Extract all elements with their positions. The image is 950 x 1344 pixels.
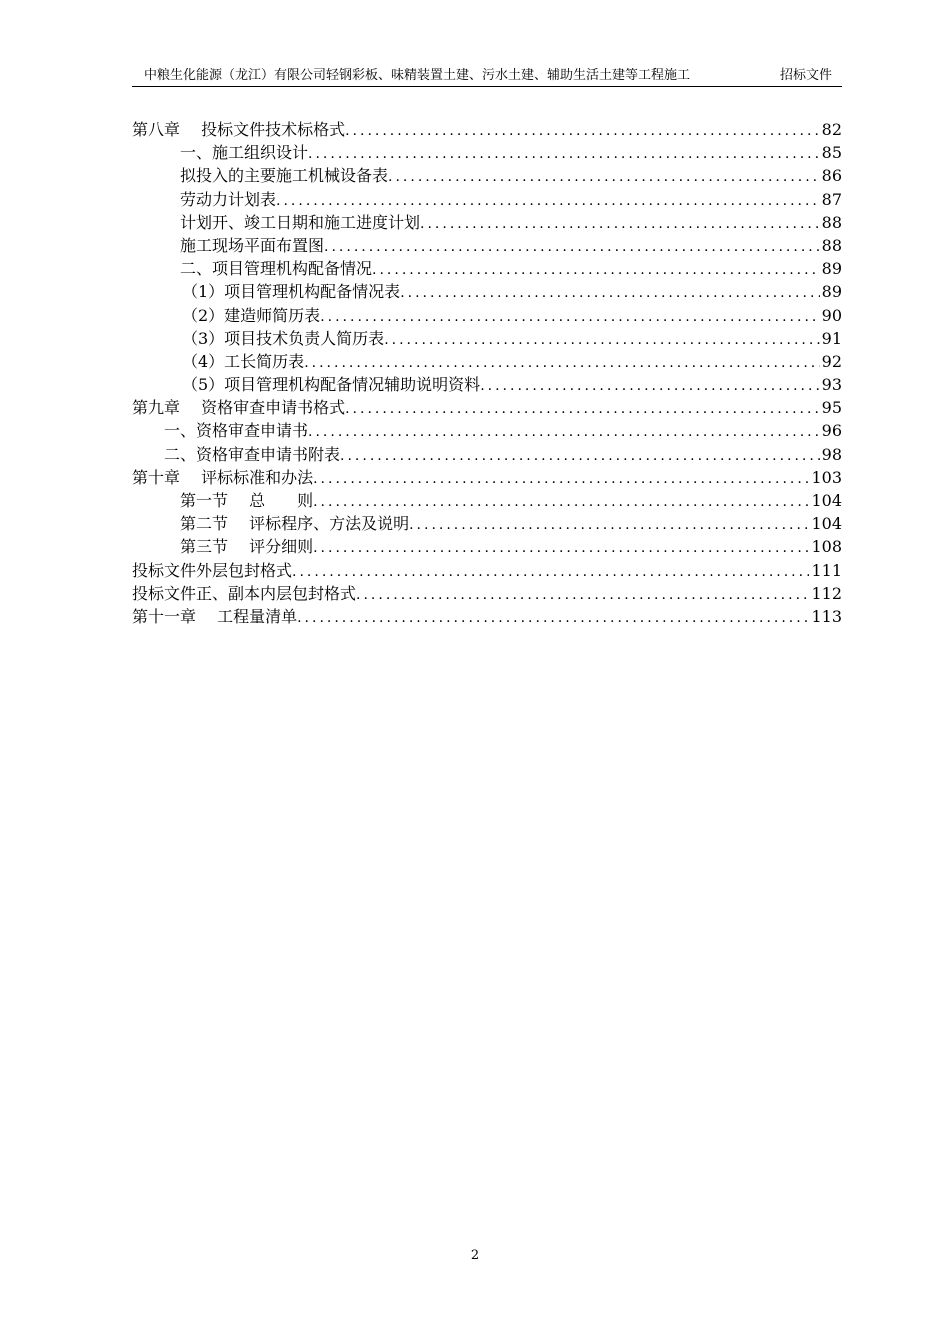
toc-entry-label: 投标文件正、副本内层包封格式: [132, 583, 357, 603]
toc-entry-chapter-8[interactable]: [132, 118, 842, 141]
toc-entry-label: 一、资格审查申请书: [164, 421, 309, 441]
toc-dot-leader: [384, 329, 819, 352]
toc-entry-label: 二、资格审查申请书附表: [164, 444, 341, 464]
toc-dot-leader: [308, 143, 820, 166]
toc-entry-label: 第十章 评标标准和办法: [132, 467, 314, 487]
toc-entry-outer-envelope[interactable]: [132, 559, 842, 582]
toc-entry-qualification-attachments[interactable]: [132, 443, 842, 466]
toc-entry-label: 第八章 投标文件技术标格式: [132, 120, 346, 139]
toc-entry-page: 111: [811, 560, 842, 580]
toc-entry-page: 108: [811, 537, 842, 557]
toc-entry-staffing-table[interactable]: [132, 280, 842, 303]
toc-entry-page: 95: [821, 398, 842, 418]
toc-entry-site-layout[interactable]: [132, 234, 842, 257]
toc-entry-label: 第三节 评分细则: [180, 537, 314, 557]
toc-entry-label: （3）项目技术负责人简历表: [182, 328, 385, 348]
toc-dot-leader: [345, 398, 820, 421]
toc-dot-leader: [313, 537, 809, 560]
toc-entry-label: 第十一章 工程量清单: [132, 606, 298, 626]
toc-entry-label: 劳动力计划表: [180, 189, 277, 209]
toc-entry-section-1[interactable]: [132, 489, 842, 512]
page-number: 2: [470, 1248, 480, 1263]
toc-entry-qualification-application[interactable]: [132, 419, 842, 442]
toc-entry-chapter-11[interactable]: [132, 605, 842, 628]
toc-dot-leader: [313, 468, 809, 491]
toc-dot-leader: [480, 375, 819, 398]
toc-entry-label: 投标文件外层包封格式: [132, 560, 293, 580]
toc-entry-label: 计划开、竣工日期和施工进度计划: [180, 212, 421, 232]
toc-entry-label: 一、施工组织设计: [180, 143, 309, 163]
toc-entry-page: 90: [821, 305, 842, 325]
toc-entry-label: （1）项目管理机构配备情况表: [182, 282, 401, 302]
toc-entry-label: （2）建造师简历表: [182, 305, 321, 325]
toc-entry-tech-lead-resume[interactable]: [132, 327, 842, 350]
toc-entry-builder-resume[interactable]: [132, 304, 842, 327]
toc-dot-leader: [356, 584, 809, 607]
table-of-contents: [132, 118, 842, 628]
toc-dot-leader: [320, 306, 819, 329]
toc-entry-page: 104: [811, 491, 842, 510]
toc-entry-page: 96: [821, 421, 842, 441]
toc-dot-leader: [297, 607, 809, 630]
toc-entry-page: 88: [821, 235, 842, 255]
toc-entry-section-3[interactable]: [132, 535, 842, 558]
toc-entry-label: 二、项目管理机构配备情况: [180, 259, 373, 279]
toc-entry-page: 85: [821, 143, 842, 163]
toc-entry-staffing-notes[interactable]: [132, 373, 842, 396]
toc-entry-labor-plan[interactable]: [132, 188, 842, 211]
toc-entry-page: 87: [821, 189, 842, 209]
toc-entry-page: 89: [821, 282, 842, 302]
toc-dot-leader: [324, 236, 820, 259]
header-title: 中粮生化能源（龙江）有限公司轻钢彩板、味精装置土建、污水土建、辅助生活土建等工程施工: [144, 68, 691, 83]
toc-entry-page: 113: [811, 606, 842, 626]
toc-entry-page: 103: [811, 467, 842, 487]
toc-entry-page: 92: [821, 351, 842, 371]
toc-entry-page: 86: [821, 166, 842, 186]
toc-entry-construction-design[interactable]: [132, 141, 842, 164]
toc-dot-leader: [400, 282, 819, 305]
toc-entry-label: 施工现场平面布置图: [180, 235, 325, 255]
toc-entry-inner-envelope[interactable]: [132, 582, 842, 605]
toc-dot-leader: [276, 190, 820, 213]
toc-entry-page: 93: [821, 375, 842, 395]
toc-dot-leader: [340, 445, 820, 468]
toc-entry-page: 88: [821, 212, 842, 232]
toc-entry-management-staffing[interactable]: [132, 257, 842, 280]
toc-dot-leader: [388, 166, 820, 189]
toc-dot-leader: [304, 352, 819, 375]
toc-dot-leader: [409, 514, 809, 537]
toc-dot-leader: [420, 213, 820, 236]
toc-entry-machinery-table[interactable]: [132, 164, 842, 187]
toc-dot-leader: [313, 491, 809, 514]
toc-entry-chapter-9[interactable]: [132, 396, 842, 419]
toc-entry-page: 104: [811, 514, 842, 534]
toc-entry-page: 89: [821, 259, 842, 279]
toc-entry-label: 第九章 资格审查申请书格式: [132, 398, 346, 418]
page-header: [132, 66, 842, 87]
toc-dot-leader: [345, 120, 820, 143]
toc-dot-leader: [308, 421, 820, 444]
toc-dot-leader: [372, 259, 820, 282]
toc-entry-page: 98: [821, 444, 842, 464]
header-doc-type: 招标文件: [779, 68, 832, 83]
toc-entry-schedule[interactable]: [132, 211, 842, 234]
toc-entry-label: （4）工长简历表: [182, 351, 305, 371]
toc-entry-page: 82: [821, 120, 842, 139]
toc-entry-foreman-resume[interactable]: [132, 350, 842, 373]
toc-dot-leader: [292, 561, 809, 584]
toc-entry-section-2[interactable]: [132, 512, 842, 535]
toc-entry-page: 112: [811, 583, 842, 603]
toc-entry-label: 第一节 总 则: [180, 491, 314, 510]
toc-entry-page: 91: [821, 328, 842, 348]
toc-entry-label: 拟投入的主要施工机械设备表: [180, 166, 389, 186]
toc-entry-label: 第二节 评标程序、方法及说明: [180, 514, 410, 534]
toc-entry-chapter-10[interactable]: [132, 466, 842, 489]
toc-entry-label: （5）项目管理机构配备情况辅助说明资料: [182, 375, 481, 395]
